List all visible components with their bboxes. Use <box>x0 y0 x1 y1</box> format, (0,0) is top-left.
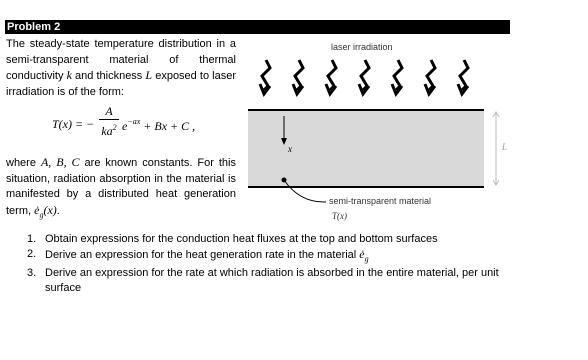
equation-lhs: T(x) = − <box>52 117 95 131</box>
fraction-bar <box>99 119 119 120</box>
task-generation-symbol: $ė_g$ <box>359 247 369 264</box>
equation-exponent: −ax <box>127 117 141 126</box>
laser-arrow-7 <box>458 60 468 94</box>
conductivity-symbol: k <box>66 68 72 82</box>
task-item-2: 2. Derive an expression for the heat generation rate in the material $ė_g$ <box>27 247 369 264</box>
task-list <box>27 232 517 296</box>
laser-arrow-3 <box>326 60 336 94</box>
temperature-equation <box>52 104 242 140</box>
intro-text: The steady-state temperature distribution in a semi-transparent material of thermal conductivity k and thickness L exposed to laser irradiation is of the form: <box>6 38 237 98</box>
task-item-3: 3. Derive an expression for the rate at which radiation is absorbed in the entire material, per unit surface <box>27 267 499 295</box>
laser-label: laser irradiation <box>331 42 393 52</box>
constants-symbols: A, B, C <box>40 155 80 169</box>
equation-numerator: A <box>105 104 113 118</box>
laser-arrow-2 <box>293 60 303 94</box>
laser-figure <box>240 38 540 228</box>
equation-rhs: $e^{-ax} + Bx + C$ , <box>122 117 196 133</box>
equation-denominator: $ka^2$ <box>101 123 117 138</box>
laser-arrows <box>260 60 468 94</box>
x-axis-label: x <box>288 144 292 154</box>
material-label: semi-transparent material <box>329 196 432 206</box>
material-slab <box>248 110 484 187</box>
task-item-1: 1. Obtain expressions for the conduction heat fluxes at the top and bottom surfaces <box>27 233 438 245</box>
laser-arrow-5 <box>392 60 402 94</box>
problem-header: Problem 2 <box>5 20 510 34</box>
laser-arrow-1 <box>260 60 270 94</box>
thickness-label: L <box>502 142 508 152</box>
laser-arrow-4 <box>359 60 369 94</box>
temperature-label: T(x) <box>332 211 347 221</box>
equation-fraction <box>99 104 119 138</box>
generation-term: $ė_g(x)$ <box>34 202 57 219</box>
constants-text: where A, B, C are known constants. For this situation, radiation absorption in the material is manifested by a distributed heat generation term, $ė_g(x)$. <box>6 155 236 219</box>
thickness-symbol: L <box>145 68 153 82</box>
laser-arrow-6 <box>425 60 435 94</box>
